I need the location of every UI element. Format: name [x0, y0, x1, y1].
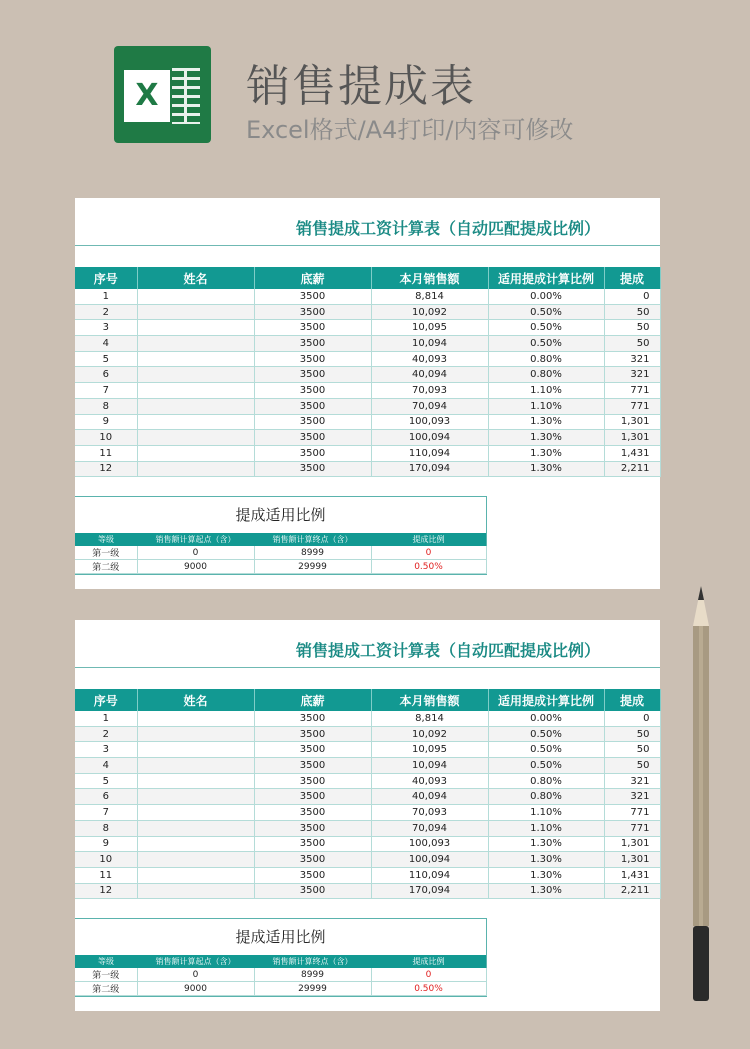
table-cell[interactable]: [137, 883, 254, 899]
table-cell[interactable]: 40,093: [371, 351, 488, 367]
table-cell[interactable]: 170,094: [371, 883, 488, 899]
table-cell[interactable]: 3500: [254, 336, 371, 352]
table-row: [75, 414, 660, 430]
table-cell[interactable]: 3500: [254, 883, 371, 899]
table-row: [75, 883, 660, 899]
table-cell[interactable]: 6: [75, 789, 137, 805]
ratio-row: [75, 546, 486, 560]
ratio-cell[interactable]: 9000: [137, 982, 254, 996]
ratio-table: [75, 955, 487, 996]
table-cell[interactable]: 3500: [254, 742, 371, 758]
table-cell[interactable]: 321: [604, 351, 660, 367]
table-cell[interactable]: [137, 820, 254, 836]
ratio-column-header: 销售额计算起点（含）: [137, 955, 254, 968]
table-cell[interactable]: 3500: [254, 773, 371, 789]
table-cell[interactable]: 0.80%: [488, 789, 604, 805]
table-cell[interactable]: 1,301: [604, 852, 660, 868]
table-cell[interactable]: [137, 789, 254, 805]
table-cell[interactable]: 1.30%: [488, 867, 604, 883]
table-cell[interactable]: 0.80%: [488, 351, 604, 367]
table-cell[interactable]: 3500: [254, 414, 371, 430]
table-cell[interactable]: 6: [75, 367, 137, 383]
table-cell[interactable]: [137, 383, 254, 399]
ratio-cell[interactable]: 第二级: [75, 560, 137, 574]
ratio-table: [75, 533, 487, 574]
table-header-row: [75, 267, 660, 289]
column-header: 底薪: [254, 267, 371, 289]
table-cell[interactable]: 2: [75, 726, 137, 742]
table-cell[interactable]: 3500: [254, 711, 371, 726]
table-cell[interactable]: 10,094: [371, 336, 488, 352]
table-cell[interactable]: 8,814: [371, 289, 488, 304]
table-cell[interactable]: 1,431: [604, 867, 660, 883]
ratio-header-row: [75, 955, 486, 968]
ratio-cell[interactable]: 第一级: [75, 546, 137, 560]
table-cell[interactable]: 8: [75, 398, 137, 414]
table-cell[interactable]: 771: [604, 805, 660, 821]
ratio-column-header: 等级: [75, 533, 137, 546]
table-cell[interactable]: 10,094: [371, 758, 488, 774]
excel-logo-icon: [114, 46, 211, 143]
table-cell[interactable]: 1.10%: [488, 805, 604, 821]
table-cell[interactable]: [137, 351, 254, 367]
table-cell[interactable]: 1,431: [604, 445, 660, 461]
table-cell[interactable]: 1.10%: [488, 820, 604, 836]
table-cell[interactable]: 3500: [254, 304, 371, 320]
table-row: [75, 805, 660, 821]
table-cell[interactable]: 9: [75, 836, 137, 852]
table-cell[interactable]: 12: [75, 461, 137, 477]
ratio-cell[interactable]: 29999: [254, 982, 371, 996]
table-cell[interactable]: 70,093: [371, 383, 488, 399]
table-cell[interactable]: 40,093: [371, 773, 488, 789]
sheet-preview-1: [75, 198, 660, 589]
table-row: [75, 367, 660, 383]
column-header: 适用提成计算比例: [488, 689, 604, 711]
table-cell[interactable]: 12: [75, 883, 137, 899]
table-cell[interactable]: 100,094: [371, 852, 488, 868]
column-header: 提成: [604, 267, 660, 289]
ratio-cell[interactable]: 0: [137, 546, 254, 560]
table-cell[interactable]: 170,094: [371, 461, 488, 477]
table-cell[interactable]: [137, 726, 254, 742]
table-cell[interactable]: [137, 336, 254, 352]
table-cell[interactable]: [137, 742, 254, 758]
table-cell[interactable]: 3500: [254, 726, 371, 742]
ratio-cell[interactable]: 0: [371, 968, 486, 982]
table-header-row: [75, 689, 660, 711]
table-cell[interactable]: 110,094: [371, 867, 488, 883]
column-header: 底薪: [254, 689, 371, 711]
table-cell[interactable]: [137, 445, 254, 461]
table-cell[interactable]: 321: [604, 367, 660, 383]
table-cell[interactable]: [137, 320, 254, 336]
table-cell[interactable]: 1.30%: [488, 445, 604, 461]
table-cell[interactable]: 3500: [254, 789, 371, 805]
table-cell[interactable]: [137, 289, 254, 304]
table-cell[interactable]: 10,092: [371, 726, 488, 742]
ratio-cell[interactable]: 29999: [254, 560, 371, 574]
table-cell[interactable]: 11: [75, 445, 137, 461]
table-row: [75, 852, 660, 868]
table-cell[interactable]: 8: [75, 820, 137, 836]
table-cell[interactable]: 5: [75, 351, 137, 367]
table-cell[interactable]: 3500: [254, 758, 371, 774]
ratio-panel: [75, 918, 487, 997]
table-cell[interactable]: 0.00%: [488, 711, 604, 726]
table-cell[interactable]: 10,095: [371, 320, 488, 336]
table-cell[interactable]: 1,301: [604, 414, 660, 430]
table-cell[interactable]: 50: [604, 742, 660, 758]
table-cell[interactable]: 70,093: [371, 805, 488, 821]
table-row: [75, 836, 660, 852]
table-row: [75, 820, 660, 836]
table-row: [75, 289, 660, 304]
table-cell[interactable]: [137, 805, 254, 821]
table-cell[interactable]: 10: [75, 852, 137, 868]
table-cell[interactable]: 50: [604, 304, 660, 320]
page-subtitle: Excel格式/A4打印/内容可修改: [246, 116, 574, 144]
table-cell[interactable]: [137, 773, 254, 789]
table-cell[interactable]: 321: [604, 773, 660, 789]
table-cell[interactable]: 1: [75, 289, 137, 304]
table-cell[interactable]: 1.10%: [488, 383, 604, 399]
table-cell[interactable]: 0: [604, 711, 660, 726]
table-row: [75, 461, 660, 477]
ratio-cell[interactable]: 0: [371, 546, 486, 560]
table-cell[interactable]: 0.80%: [488, 367, 604, 383]
table-row: [75, 789, 660, 805]
page-title: 销售提成表: [246, 61, 476, 112]
table-cell[interactable]: 5: [75, 773, 137, 789]
table-cell[interactable]: 321: [604, 789, 660, 805]
table-cell[interactable]: 1.30%: [488, 836, 604, 852]
table-row: [75, 867, 660, 883]
table-cell[interactable]: 0.50%: [488, 758, 604, 774]
ratio-header-row: [75, 533, 486, 546]
sheet-preview-2: [75, 620, 660, 1011]
table-cell[interactable]: 3500: [254, 867, 371, 883]
column-header: 提成: [604, 689, 660, 711]
table-row: [75, 383, 660, 399]
sales-table: [75, 689, 661, 899]
table-cell[interactable]: 3500: [254, 367, 371, 383]
table-cell[interactable]: 3500: [254, 289, 371, 304]
column-header: 姓名: [137, 689, 254, 711]
ratio-row: [75, 982, 486, 996]
table-cell[interactable]: [137, 758, 254, 774]
table-cell[interactable]: 1.30%: [488, 461, 604, 477]
table-cell[interactable]: 8,814: [371, 711, 488, 726]
table-cell[interactable]: 1.30%: [488, 414, 604, 430]
table-row: [75, 304, 660, 320]
column-header: 序号: [75, 267, 137, 289]
ratio-cell[interactable]: 0.50%: [371, 560, 486, 574]
table-cell[interactable]: 3500: [254, 852, 371, 868]
table-cell[interactable]: 0.00%: [488, 289, 604, 304]
table-row: [75, 758, 660, 774]
sheet-title: 销售提成工资计算表（自动匹配提成比例）: [75, 620, 660, 668]
table-row: [75, 320, 660, 336]
ratio-title: 提成适用比例: [235, 928, 326, 946]
table-cell[interactable]: 3500: [254, 398, 371, 414]
table-cell[interactable]: 50: [604, 758, 660, 774]
table-cell[interactable]: [137, 430, 254, 446]
table-cell[interactable]: 50: [604, 320, 660, 336]
table-cell[interactable]: 1,301: [604, 836, 660, 852]
table-cell[interactable]: 2: [75, 304, 137, 320]
ratio-cell[interactable]: 8999: [254, 546, 371, 560]
ratio-title: 提成适用比例: [235, 506, 326, 524]
table-cell[interactable]: 0: [604, 289, 660, 304]
table-cell[interactable]: 4: [75, 758, 137, 774]
table-cell[interactable]: 2,211: [604, 461, 660, 477]
table-cell[interactable]: 1.30%: [488, 852, 604, 868]
table-cell[interactable]: 0.50%: [488, 320, 604, 336]
table-cell[interactable]: 10,095: [371, 742, 488, 758]
table-cell[interactable]: [137, 367, 254, 383]
sales-table: [75, 267, 661, 477]
table-cell[interactable]: 3500: [254, 383, 371, 399]
table-cell[interactable]: 7: [75, 805, 137, 821]
table-cell[interactable]: 1: [75, 711, 137, 726]
table-cell[interactable]: [137, 461, 254, 477]
table-cell[interactable]: 100,093: [371, 836, 488, 852]
table-cell[interactable]: 1.10%: [488, 398, 604, 414]
grid-icon: [172, 68, 200, 124]
table-row: [75, 711, 660, 726]
column-header: 本月销售额: [371, 267, 488, 289]
table-cell[interactable]: 3500: [254, 461, 371, 477]
column-header: 本月销售额: [371, 689, 488, 711]
table-cell[interactable]: [137, 852, 254, 868]
table-cell[interactable]: 0.50%: [488, 742, 604, 758]
table-cell[interactable]: 100,093: [371, 414, 488, 430]
ratio-column-header: 销售额计算起点（含）: [137, 533, 254, 546]
table-row: [75, 445, 660, 461]
ratio-cell[interactable]: 0.50%: [371, 982, 486, 996]
table-cell[interactable]: 10,092: [371, 304, 488, 320]
table-cell[interactable]: 7: [75, 383, 137, 399]
table-cell[interactable]: 3500: [254, 351, 371, 367]
ratio-column-header: 销售额计算终点（含）: [254, 955, 371, 968]
table-cell[interactable]: [137, 414, 254, 430]
table-cell[interactable]: 0.50%: [488, 726, 604, 742]
table-cell[interactable]: 771: [604, 383, 660, 399]
table-cell[interactable]: 1.30%: [488, 883, 604, 899]
table-cell[interactable]: 50: [604, 726, 660, 742]
table-row: [75, 726, 660, 742]
ratio-cell[interactable]: 第一级: [75, 968, 137, 982]
table-cell[interactable]: 3: [75, 742, 137, 758]
table-cell[interactable]: 3500: [254, 430, 371, 446]
table-cell[interactable]: 2,211: [604, 883, 660, 899]
ratio-column-header: 等级: [75, 955, 137, 968]
ratio-cell[interactable]: 8999: [254, 968, 371, 982]
table-cell[interactable]: 3500: [254, 820, 371, 836]
table-cell[interactable]: [137, 711, 254, 726]
logo-letter: X: [124, 70, 170, 122]
column-header: 序号: [75, 689, 137, 711]
table-row: [75, 351, 660, 367]
table-cell[interactable]: 40,094: [371, 367, 488, 383]
table-cell[interactable]: 4: [75, 336, 137, 352]
ratio-column-header: 提成比例: [371, 955, 486, 968]
table-cell[interactable]: 771: [604, 398, 660, 414]
table-cell[interactable]: 1.30%: [488, 430, 604, 446]
table-cell[interactable]: [137, 836, 254, 852]
ratio-cell[interactable]: 9000: [137, 560, 254, 574]
table-cell[interactable]: 0.80%: [488, 773, 604, 789]
table-cell[interactable]: [137, 398, 254, 414]
ratio-column-header: 销售额计算终点（含）: [254, 533, 371, 546]
table-cell[interactable]: 1,301: [604, 430, 660, 446]
table-cell[interactable]: [137, 304, 254, 320]
sheet-title: 销售提成工资计算表（自动匹配提成比例）: [75, 198, 660, 246]
table-cell[interactable]: 3500: [254, 320, 371, 336]
table-cell[interactable]: 3500: [254, 836, 371, 852]
ratio-cell[interactable]: 0: [137, 968, 254, 982]
table-row: [75, 742, 660, 758]
table-cell[interactable]: 9: [75, 414, 137, 430]
ratio-column-header: 提成比例: [371, 533, 486, 546]
table-cell[interactable]: [137, 867, 254, 883]
table-row: [75, 336, 660, 352]
ratio-row: [75, 968, 486, 982]
column-header: 适用提成计算比例: [488, 267, 604, 289]
table-cell[interactable]: 10: [75, 430, 137, 446]
ratio-panel: [75, 496, 487, 575]
table-cell[interactable]: 3: [75, 320, 137, 336]
table-cell[interactable]: 100,094: [371, 430, 488, 446]
pencil-icon: [687, 586, 715, 1006]
table-cell[interactable]: 3500: [254, 805, 371, 821]
table-cell[interactable]: 771: [604, 820, 660, 836]
table-cell[interactable]: 110,094: [371, 445, 488, 461]
table-cell[interactable]: 11: [75, 867, 137, 883]
ratio-row: [75, 560, 486, 574]
table-cell[interactable]: 40,094: [371, 789, 488, 805]
ratio-cell[interactable]: 第二级: [75, 982, 137, 996]
table-cell[interactable]: 70,094: [371, 398, 488, 414]
table-cell[interactable]: 0.50%: [488, 336, 604, 352]
table-cell[interactable]: 50: [604, 336, 660, 352]
table-cell[interactable]: 70,094: [371, 820, 488, 836]
table-cell[interactable]: 0.50%: [488, 304, 604, 320]
table-row: [75, 773, 660, 789]
table-row: [75, 430, 660, 446]
table-row: [75, 398, 660, 414]
table-cell[interactable]: 3500: [254, 445, 371, 461]
column-header: 姓名: [137, 267, 254, 289]
